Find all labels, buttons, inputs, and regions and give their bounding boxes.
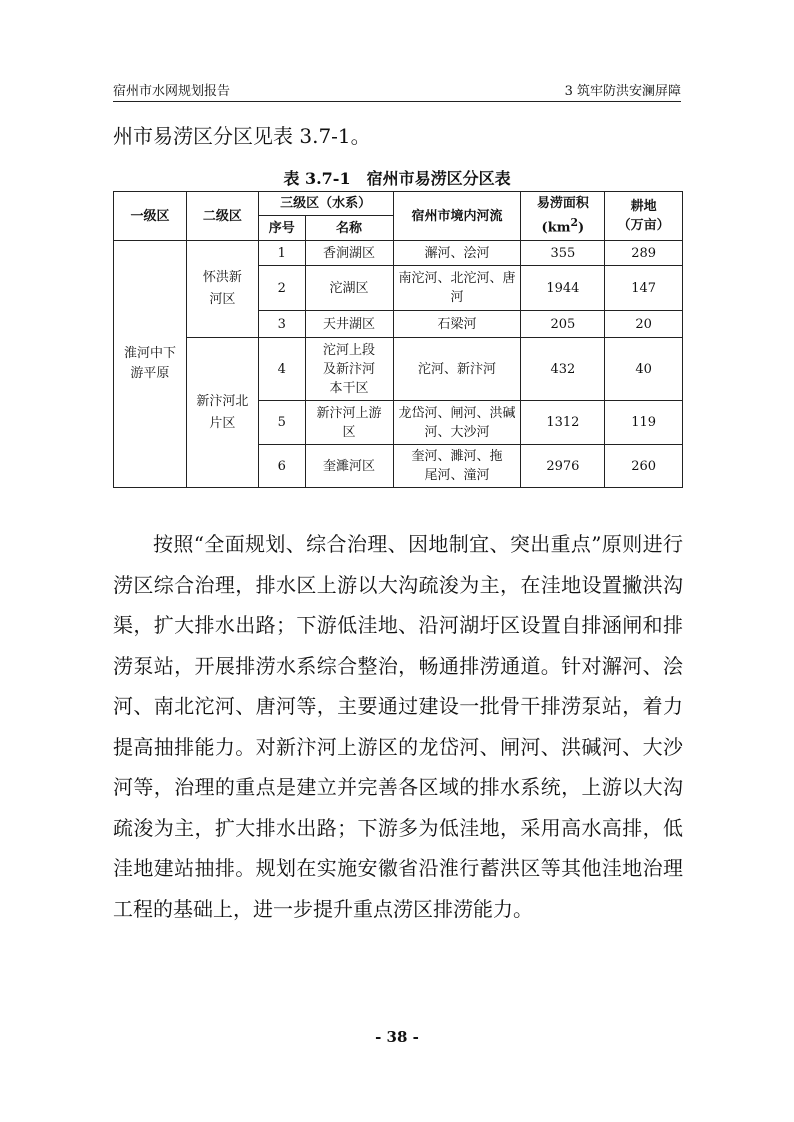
- header-level3: 三级区（水系）: [258, 192, 393, 216]
- table-caption-number: 表 3.7-1: [283, 169, 351, 188]
- cell-farmland: 147: [605, 266, 683, 311]
- header-area-line2: [523, 213, 602, 237]
- cell-seq: 3: [258, 311, 305, 338]
- header-area-unit: (km: [541, 220, 571, 236]
- cell-name: 沱河上段及新汴河本干区: [305, 338, 393, 401]
- cell-rivers: 奎河、濉河、拖尾河、潼河: [393, 445, 521, 488]
- cell-area: 1312: [521, 401, 605, 445]
- cell-rivers: 石梁河: [393, 311, 521, 338]
- cell-seq: 1: [258, 241, 305, 266]
- header-seq: 序号: [258, 216, 305, 241]
- table-row: [114, 338, 683, 401]
- cell-name: 天井湖区: [305, 311, 393, 338]
- cell-area: 205: [521, 311, 605, 338]
- cell-farmland: 289: [605, 241, 683, 266]
- header-level2: 二级区: [186, 192, 258, 241]
- header-area: [521, 192, 605, 241]
- cell-area: 2976: [521, 445, 605, 488]
- cell-farmland: 260: [605, 445, 683, 488]
- header-farmland-line2: （万亩）: [617, 218, 670, 233]
- header-area-sup: 2: [570, 216, 579, 230]
- running-header-chapter: 3 筑牢防洪安澜屏障: [564, 84, 681, 99]
- cell-seq: 4: [258, 338, 305, 401]
- cell-area: 355: [521, 241, 605, 266]
- cell-farmland: 119: [605, 401, 683, 445]
- header-name: 名称: [305, 216, 393, 241]
- cell-rivers: 龙岱河、闸河、洪碱河、大沙河: [393, 401, 521, 445]
- cell-farmland: 40: [605, 338, 683, 401]
- cell-name: 沱湖区: [305, 266, 393, 311]
- table-caption: [0, 166, 794, 189]
- cell-area: 432: [521, 338, 605, 401]
- cell-rivers: 澥河、浍河: [393, 241, 521, 266]
- table-caption-title: 宿州市易涝区分区表: [366, 169, 511, 188]
- body-paragraph: 按照“全面规划、综合治理、因地制宜、突出重点”原则进行涝区综合治理，排水区上游以大沟疏浚为主，在洼地设置撇洪沟渠，扩大排水出路；下游低洼地、沿河湖圩区设置自排涵闸和排涝泵站，开展排涝水系综合整治，畅通排涝通道。针对澥河、浍河、南北沱河、唐河等，主要通过建设一批骨干排涝泵站，着力提高抽排能力。对新汴河上游区的龙岱河、闸河、洪碱河、大沙河等，治理的重点是建立并完善各区域的排水系统，上游以大沟疏浚为主，扩大排水出路；下游多为低洼地，采用高水高排，低洼地建站抽排。规划在实施安徽省沿淮行蓄洪区等其他洼地治理工程的基础上，进一步提升重点涝区排涝能力。: [113, 532, 683, 921]
- body-text-block: [113, 524, 683, 929]
- table-row: [114, 241, 683, 266]
- cell-rivers: 沱河、新汴河: [393, 338, 521, 401]
- cell-name: 奎濉河区: [305, 445, 393, 488]
- page-number: - 38 -: [375, 1028, 419, 1046]
- running-header-title: 宿州市水网规划报告: [113, 84, 231, 99]
- header-level1: 一级区: [114, 192, 187, 241]
- cell-name: 新汴河上游区: [305, 401, 393, 445]
- continued-text-line: 州市易涝区分区见表 3.7-1。: [113, 124, 371, 148]
- cell-rivers: 南沱河、北沱河、唐河: [393, 266, 521, 311]
- cell-seq: 6: [258, 445, 305, 488]
- cell-seq: 2: [258, 266, 305, 311]
- header-area-line1: 易涝面积: [536, 196, 589, 212]
- flood-zone-table: [113, 191, 683, 488]
- cell-area: 1944: [521, 266, 605, 311]
- cell-level2-zone: 新汴河北片区: [186, 338, 258, 488]
- header-farmland: [605, 192, 683, 241]
- header-area-unit-end: ): [578, 220, 585, 236]
- header-farmland-line1: 耕地: [630, 199, 657, 214]
- cell-level1-zone: 淮河中下游平原: [114, 241, 187, 488]
- cell-seq: 5: [258, 401, 305, 445]
- header-rivers: 宿州市境内河流: [393, 192, 521, 241]
- cell-name: 香涧湖区: [305, 241, 393, 266]
- header-divider: [113, 101, 681, 102]
- cell-level2-zone: 怀洪新河区: [186, 241, 258, 338]
- cell-farmland: 20: [605, 311, 683, 338]
